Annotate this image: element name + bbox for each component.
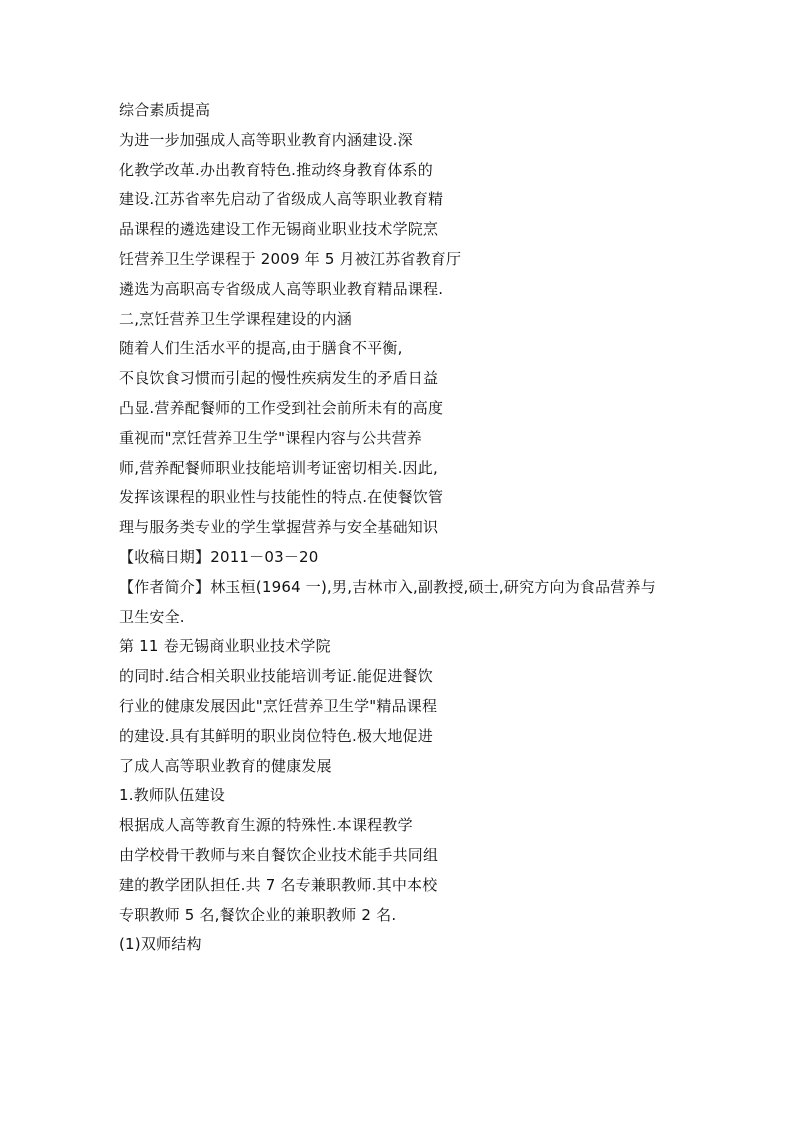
- author-info: 【作者简介】林玉桓(1964 一),男,吉林市入,副教授,硕士,研究方向为食品营养与: [119, 577, 656, 596]
- text-line: 建设.江苏省率先启动了省级成人高等职业教育精: [119, 190, 444, 209]
- journal-header: 第 11 卷无锡商业职业技术学院: [119, 637, 331, 656]
- text-line: 饪营养卫生学课程于 2009 年 5 月被江苏省教育厅: [119, 249, 462, 268]
- author-info-continued: 卫生安全.: [119, 607, 185, 626]
- text-line: 建的教学团队担任.共 7 名专兼职教师.其中本校: [119, 875, 438, 894]
- text-line: 由学校骨干教师与来自餐饮企业技术能手共同组: [119, 845, 439, 864]
- text-line: 随着人们生活水平的提高,由于膳食不平衡,: [119, 339, 403, 358]
- section-heading-connotation: 二,烹饪营养卫生学课程建设的内涵: [119, 309, 352, 328]
- subsection-heading-dual-teacher: (1)双师结构: [119, 935, 202, 954]
- text-line: 为进一步加强成人高等职业教育内涵建设.深: [119, 130, 413, 149]
- section-heading-quality: 综合素质提高: [119, 101, 211, 119]
- text-line: 师,营养配餐师职业技能培训考证密切相关.因此,: [119, 458, 438, 477]
- received-date: 【收稿日期】2011－03－20: [119, 547, 319, 566]
- text-line: 理与服务类专业的学生掌握营养与安全基础知识: [119, 518, 439, 537]
- text-line: 不良饮食习惯而引起的慢性疾病发生的矛盾日益: [119, 369, 439, 388]
- text-line: 行业的健康发展因此"烹饪营养卫生学"精品课程: [119, 696, 438, 715]
- body-text: [119, 96, 719, 960]
- text-line: 根据成人高等教育生源的特殊性.本课程教学: [119, 816, 413, 835]
- text-line: 遴选为高职高专省级成人高等职业教育精品课程.: [119, 279, 444, 298]
- text-line: 重视而"烹饪营养卫生学"课程内容与公共营养: [119, 428, 423, 447]
- text-line: 的同时.结合相关职业技能培训考证.能促进餐饮: [119, 667, 433, 686]
- text-line: 品课程的遴选建设工作无锡商业职业技术学院烹: [119, 220, 439, 239]
- text-line: 发挥该课程的职业性与技能性的特点.在使餐饮管: [119, 488, 444, 507]
- text-line: 凸显.营养配餐师的工作受到社会前所未有的高度: [119, 398, 444, 417]
- text-line: 专职教师 5 名,餐饮企业的兼职教师 2 名.: [119, 905, 397, 924]
- text-line: 的建设.具有其鲜明的职业岗位特色.极大地促进: [119, 726, 433, 745]
- section-heading-teachers: 1.教师队伍建设: [119, 786, 225, 805]
- text-line: 了成人高等职业教育的健康发展: [119, 756, 332, 775]
- text-line: 化教学改革.办出教育特色.推动终身教育体系的: [119, 160, 433, 179]
